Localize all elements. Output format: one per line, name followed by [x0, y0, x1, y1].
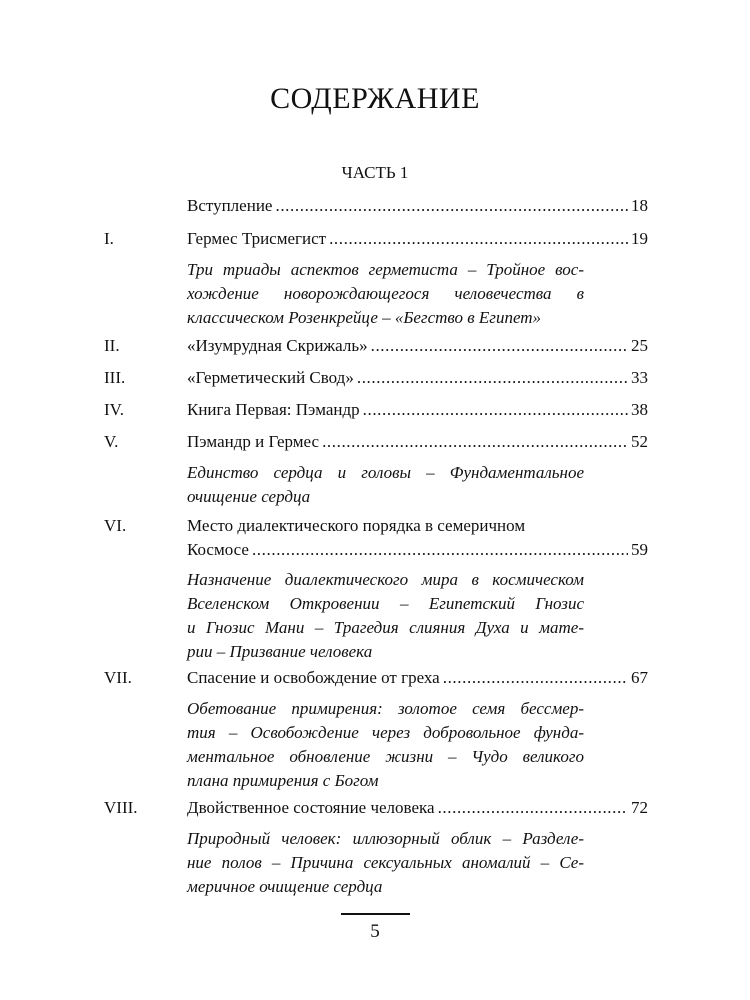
toc-entry-page: 59 — [631, 540, 648, 559]
chapter-number: IV. — [104, 400, 124, 419]
chapter-number: VIII. — [104, 798, 138, 817]
toc-entry-title: «Герметический Свод» — [187, 368, 354, 387]
toc-entry-line — [187, 538, 648, 562]
dot-leader — [363, 398, 628, 422]
summary-line: Назначение диалектического мира в космическом — [187, 570, 584, 589]
toc-entry-page: 72 — [631, 798, 648, 817]
summary-line: ние полов – Причина сексуальных аномалий – Се- — [187, 853, 584, 872]
chapter-number: VI. — [104, 516, 127, 535]
toc-entry-title: Пэмандр и Гермес — [187, 432, 320, 451]
part-heading: ЧАСТЬ 1 — [341, 163, 409, 182]
chapter-summary-1 — [187, 258, 584, 330]
toc-entry-page: 67 — [631, 668, 648, 687]
summary-line: тия – Освобождение через добровольное фунда- — [187, 723, 584, 742]
dot-leader — [322, 430, 628, 454]
summary-line: рии – Призвание человека — [187, 642, 373, 661]
toc-entry-line — [187, 194, 648, 218]
toc-entry-line — [187, 334, 648, 358]
dot-leader — [443, 666, 628, 690]
summary-line: хождение новорождающегося человечества в — [187, 284, 584, 303]
summary-line: Вселенском Откровении – Египетский Гнозис — [187, 594, 584, 613]
dot-leader — [371, 334, 628, 358]
summary-line: ментальное обновление жизни – Чудо великого — [187, 747, 584, 766]
chapter-number: I. — [104, 229, 114, 248]
summary-line: и Гнозис Мани – Трагедия слияния Духа и мате- — [187, 618, 584, 637]
toc-entry-title: Двойственное состояние человека — [187, 798, 435, 817]
page-title: СОДЕРЖАНИЕ — [270, 82, 480, 115]
toc-entry-line — [187, 666, 648, 690]
summary-line: Три триады аспектов герметиста – Тройное вос- — [187, 260, 584, 279]
dot-leader — [438, 796, 628, 820]
toc-entry-line — [187, 430, 648, 454]
chapter-summary-5 — [187, 461, 584, 509]
toc-entry-line — [187, 366, 648, 390]
footer-rule — [341, 913, 410, 915]
toc-entry-title: «Изумрудная Скрижаль» — [187, 336, 368, 355]
dot-leader — [252, 538, 628, 562]
chapter-summary-7 — [187, 697, 584, 793]
chapter-summary-8 — [187, 827, 584, 899]
toc-entry-page: 18 — [631, 196, 648, 215]
chapter-summary-6 — [187, 568, 584, 664]
toc-entry-page: 38 — [631, 400, 648, 419]
summary-line: меричное очищение сердца — [187, 877, 383, 896]
chapter-number: VII. — [104, 668, 132, 687]
dot-leader — [275, 194, 628, 218]
toc-entry-page: 52 — [631, 432, 648, 451]
toc-entry-line — [187, 398, 648, 422]
toc-entry-title: Космосе — [187, 540, 249, 559]
chapter-number: III. — [104, 368, 126, 387]
toc-entry-line — [187, 796, 648, 820]
toc-entry-page: 33 — [631, 368, 648, 387]
summary-line: Природный человек: иллюзорный облик – Разделе- — [187, 829, 584, 848]
summary-line: очищение сердца — [187, 487, 311, 506]
toc-entry-title: Гермес Трисмегист — [187, 229, 327, 248]
toc-entry-line — [187, 227, 648, 251]
toc-entry-title: Спасение и освобождение от греха — [187, 668, 440, 687]
toc-entry-page: 19 — [631, 229, 648, 248]
toc-entry-title: Вступление — [187, 196, 273, 215]
chapter-number: V. — [104, 432, 119, 451]
summary-line: классическом Розенкрейце – «Бегство в Египет» — [187, 308, 542, 327]
toc-entry-title-line: Место диалектического порядка в семеричном — [187, 516, 526, 535]
toc-entry-page: 25 — [631, 336, 648, 355]
summary-line: Обетование примирения: золотое семя бессмер- — [187, 699, 584, 718]
summary-line: плана примирения с Богом — [187, 771, 379, 790]
dot-leader — [357, 366, 628, 390]
toc-entry-text — [187, 514, 648, 562]
page-number: 5 — [370, 921, 380, 942]
dot-leader — [329, 227, 628, 251]
summary-line: Единство сердца и головы – Фундаментальное — [187, 463, 584, 482]
chapter-number: II. — [104, 336, 120, 355]
toc-entry-title: Книга Первая: Пэмандр — [187, 400, 360, 419]
